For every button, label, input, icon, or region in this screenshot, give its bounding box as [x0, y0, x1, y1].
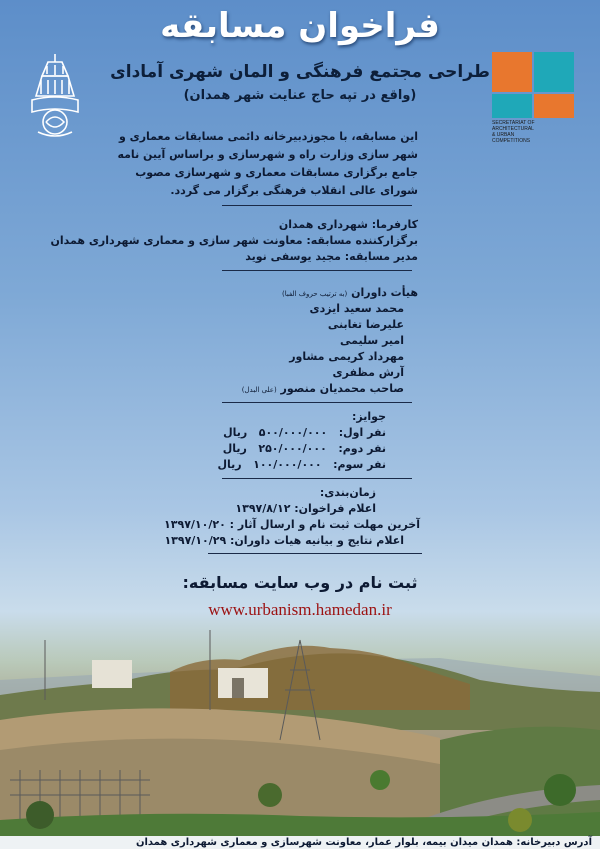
- caption-line: SECRETARIAT OF: [492, 120, 535, 126]
- schedule-item: آخرین مهلت ثبت نام و ارسال آثار : ۱۳۹۷/۱۰/۲۰: [164, 518, 420, 531]
- intro-line: جامع برگزاری مسابقات معماری و شهرسازی مصوب: [135, 166, 418, 179]
- prize-unit: ریال: [222, 442, 247, 455]
- jury-alternate: [242, 382, 404, 395]
- site-photo: [0, 620, 600, 838]
- jury-member: آرش مظفری: [332, 366, 404, 379]
- intro-line: این مسابقه، با مجوزدبیرخانه دائمی مسابقات معماری و: [118, 130, 418, 143]
- caption-line: ARCHITECTURAL: [492, 126, 534, 132]
- schedule-item: اعلام فراخوان: ۱۳۹۷/۸/۱۲: [235, 502, 376, 515]
- prize-row: [223, 426, 386, 439]
- prizes-heading: جوایز:: [352, 410, 386, 423]
- prize-amount: ۵۰۰/۰۰۰/۰۰۰: [258, 426, 328, 439]
- caption-line: COMPETITIONS: [492, 138, 531, 144]
- intro-line: شهر سازی وزارت راه و شهرسازی و براساس آیین نامه: [117, 148, 418, 161]
- secretariat-caption: [492, 120, 576, 144]
- jury-member: مهرداد کریمی مشاور: [289, 350, 404, 363]
- divider: [222, 270, 412, 271]
- divider: [222, 402, 412, 403]
- divider: [222, 478, 412, 479]
- prize-row: [223, 442, 386, 455]
- schedule-heading: زمان‌بندی:: [319, 486, 376, 499]
- competition-subtitle: طراحی مجتمع فرهنگی و المان شهری آمادای: [110, 62, 490, 82]
- intro-line: شورای عالی انقلاب فرهنگی برگزار می گردد.: [170, 184, 418, 197]
- prize-unit: ریال: [223, 426, 248, 439]
- prize-label: نفر دوم:: [338, 442, 386, 455]
- secretariat-address: آدرس دبیرخانه: همدان میدان بیمه، بلوار عمار، معاونت شهرسازی و معماری شهرداری همدان: [135, 837, 592, 848]
- employer: کارفرما: شهرداری همدان: [278, 218, 418, 231]
- competition-manager: مدیر مسابقه: مجید یوسفی نوید: [245, 250, 418, 263]
- prize-label: نفر سوم:: [333, 458, 386, 471]
- logo-block-teal: [534, 52, 574, 92]
- caption-line: & URBAN: [492, 132, 515, 138]
- jury-alternate-note: (علی البدل): [241, 386, 277, 394]
- jury-heading: [282, 286, 418, 299]
- poster-title: فراخوان مسابقه: [160, 6, 440, 46]
- jury-heading-text: هیأت داوران: [351, 286, 418, 299]
- divider: [222, 205, 412, 206]
- competition-location: (واقع در تپه حاج عنایت شهر همدان): [183, 88, 417, 103]
- prize-amount: ۲۵۰/۰۰۰/۰۰۰: [258, 442, 327, 455]
- schedule-item: اعلام نتایج و بیانیه هیات داوران: ۱۳۹۷/۱۰/۲۹: [164, 534, 404, 547]
- jury-alternate-name: صاحب محمدیان منصور: [280, 382, 404, 395]
- jury-member: امیر سلیمی: [339, 334, 404, 347]
- jury-member: علیرضا تغابنی: [327, 318, 404, 331]
- registration-text: ثبت نام در وب سایت مسابقه:: [182, 573, 418, 592]
- prize-amount: ۱۰۰/۰۰۰/۰۰۰: [253, 458, 322, 471]
- divider: [208, 553, 422, 554]
- prize-label: نفر اول:: [338, 426, 386, 439]
- organizer: برگزارکننده مسابقه: معاونت شهر سازی و معماری شهرداری همدان: [50, 234, 418, 247]
- competition-website-link[interactable]: www.urbanism.hamedan.ir: [208, 600, 392, 619]
- jury-member: محمد سعید ایزدی: [309, 302, 404, 315]
- prize-unit: ریال: [217, 458, 242, 471]
- prize-row: [217, 458, 386, 471]
- jury-heading-note: (به ترتیب حروف الفبا): [281, 290, 348, 298]
- municipality-emblem-icon: [24, 50, 86, 138]
- logo-block-orange-2: [534, 94, 574, 118]
